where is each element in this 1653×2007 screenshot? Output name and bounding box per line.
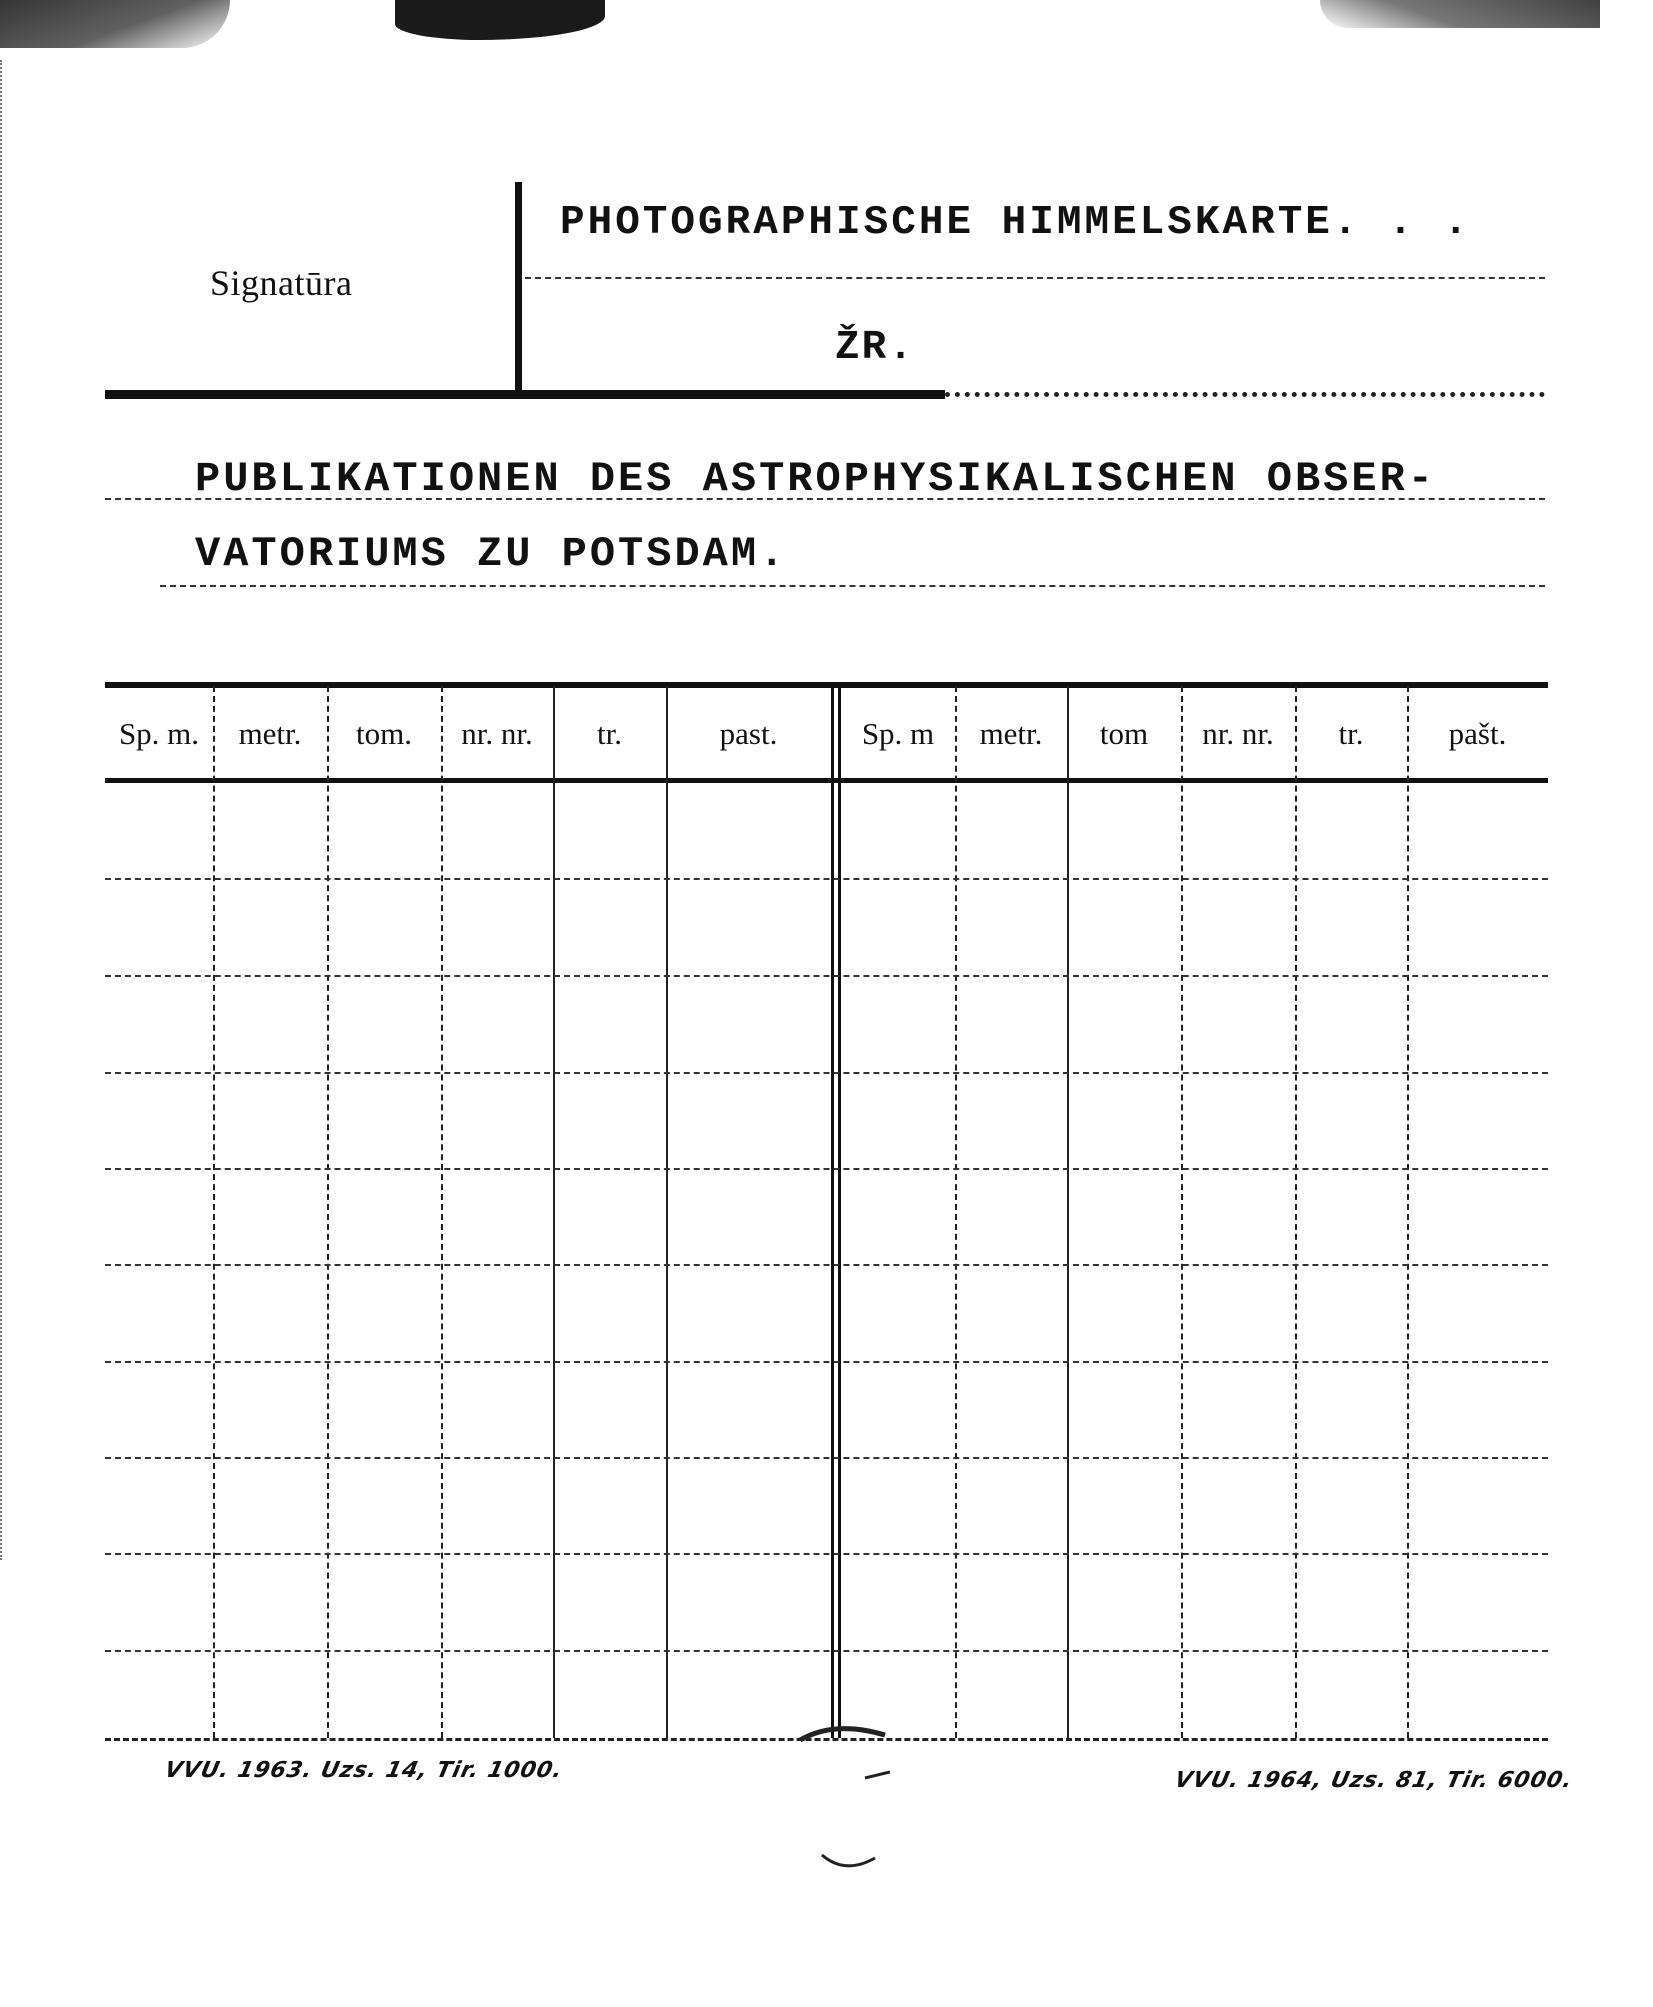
table-row-line	[105, 975, 1548, 977]
pub-line-2-rule	[160, 585, 1545, 587]
column-line	[213, 686, 215, 1738]
header-right-past: pašt.	[1448, 716, 1507, 751]
header-rule	[105, 390, 945, 399]
column-line	[441, 686, 443, 1738]
scan-mark-center	[795, 1720, 905, 1790]
scan-mark-bottom	[820, 1850, 880, 1880]
header-left-sp-m: Sp. m.	[118, 716, 200, 751]
header-right-tr: tr.	[1338, 716, 1364, 751]
scan-blot-top-left	[0, 0, 230, 48]
signature-label: Signatūra	[210, 263, 353, 303]
header-right-metr: metr.	[979, 716, 1043, 751]
header-rule-dotted	[945, 392, 1545, 397]
scan-edge-left	[0, 60, 5, 1560]
header-left-tr: tr.	[597, 716, 622, 751]
signature-code: ŽR.	[835, 325, 915, 371]
table-row-line	[105, 1650, 1548, 1652]
column-line	[666, 686, 668, 1738]
card-title: PHOTOGRAPHISCHE HIMMELSKARTE. . .	[560, 200, 1471, 246]
table-row-line	[105, 1457, 1548, 1459]
table-center-divider	[831, 686, 841, 1738]
column-line	[1407, 686, 1409, 1738]
table-row-line	[105, 1553, 1548, 1555]
title-underline	[525, 277, 1545, 279]
publication-title-line-2: VATORIUMS ZU POTSDAM.	[195, 530, 788, 578]
column-line	[955, 686, 957, 1738]
header-divider	[515, 182, 522, 390]
column-line	[1067, 686, 1069, 1738]
table-row-line	[105, 1168, 1548, 1170]
footer-note-left: VVU. 1963. Uzs. 14, Tir. 1000.	[162, 1758, 566, 1783]
header-right-tom: tom	[1099, 716, 1149, 751]
table-top-rule	[105, 682, 1548, 688]
header-left-tom: tom.	[356, 716, 412, 751]
scan-blot-top-center	[395, 0, 605, 40]
table-header-rule	[105, 778, 1548, 783]
header-right-nr-nr: nr. nr.	[1202, 716, 1274, 751]
scan-blot-top-right	[1320, 0, 1600, 28]
column-line	[1181, 686, 1183, 1738]
table-row-line	[105, 878, 1548, 880]
column-line	[327, 686, 329, 1738]
table-row-line	[105, 1264, 1548, 1266]
footer-note-right: VVU. 1964, Uzs. 81, Tir. 6000.	[1172, 1768, 1576, 1793]
table-row-line	[105, 1072, 1548, 1074]
table-row-line	[105, 1361, 1548, 1363]
header-right-sp-m: Sp. m	[861, 716, 935, 751]
header-left-metr: metr.	[238, 716, 302, 751]
header-left-nr-nr: nr. nr.	[461, 716, 533, 751]
header-left-past: past.	[719, 716, 778, 751]
column-line	[1295, 686, 1297, 1738]
publication-title-line-1: PUBLIKATIONEN DES ASTROPHYSIKALISCHEN OBSER-	[195, 455, 1436, 503]
column-line	[553, 686, 555, 1738]
